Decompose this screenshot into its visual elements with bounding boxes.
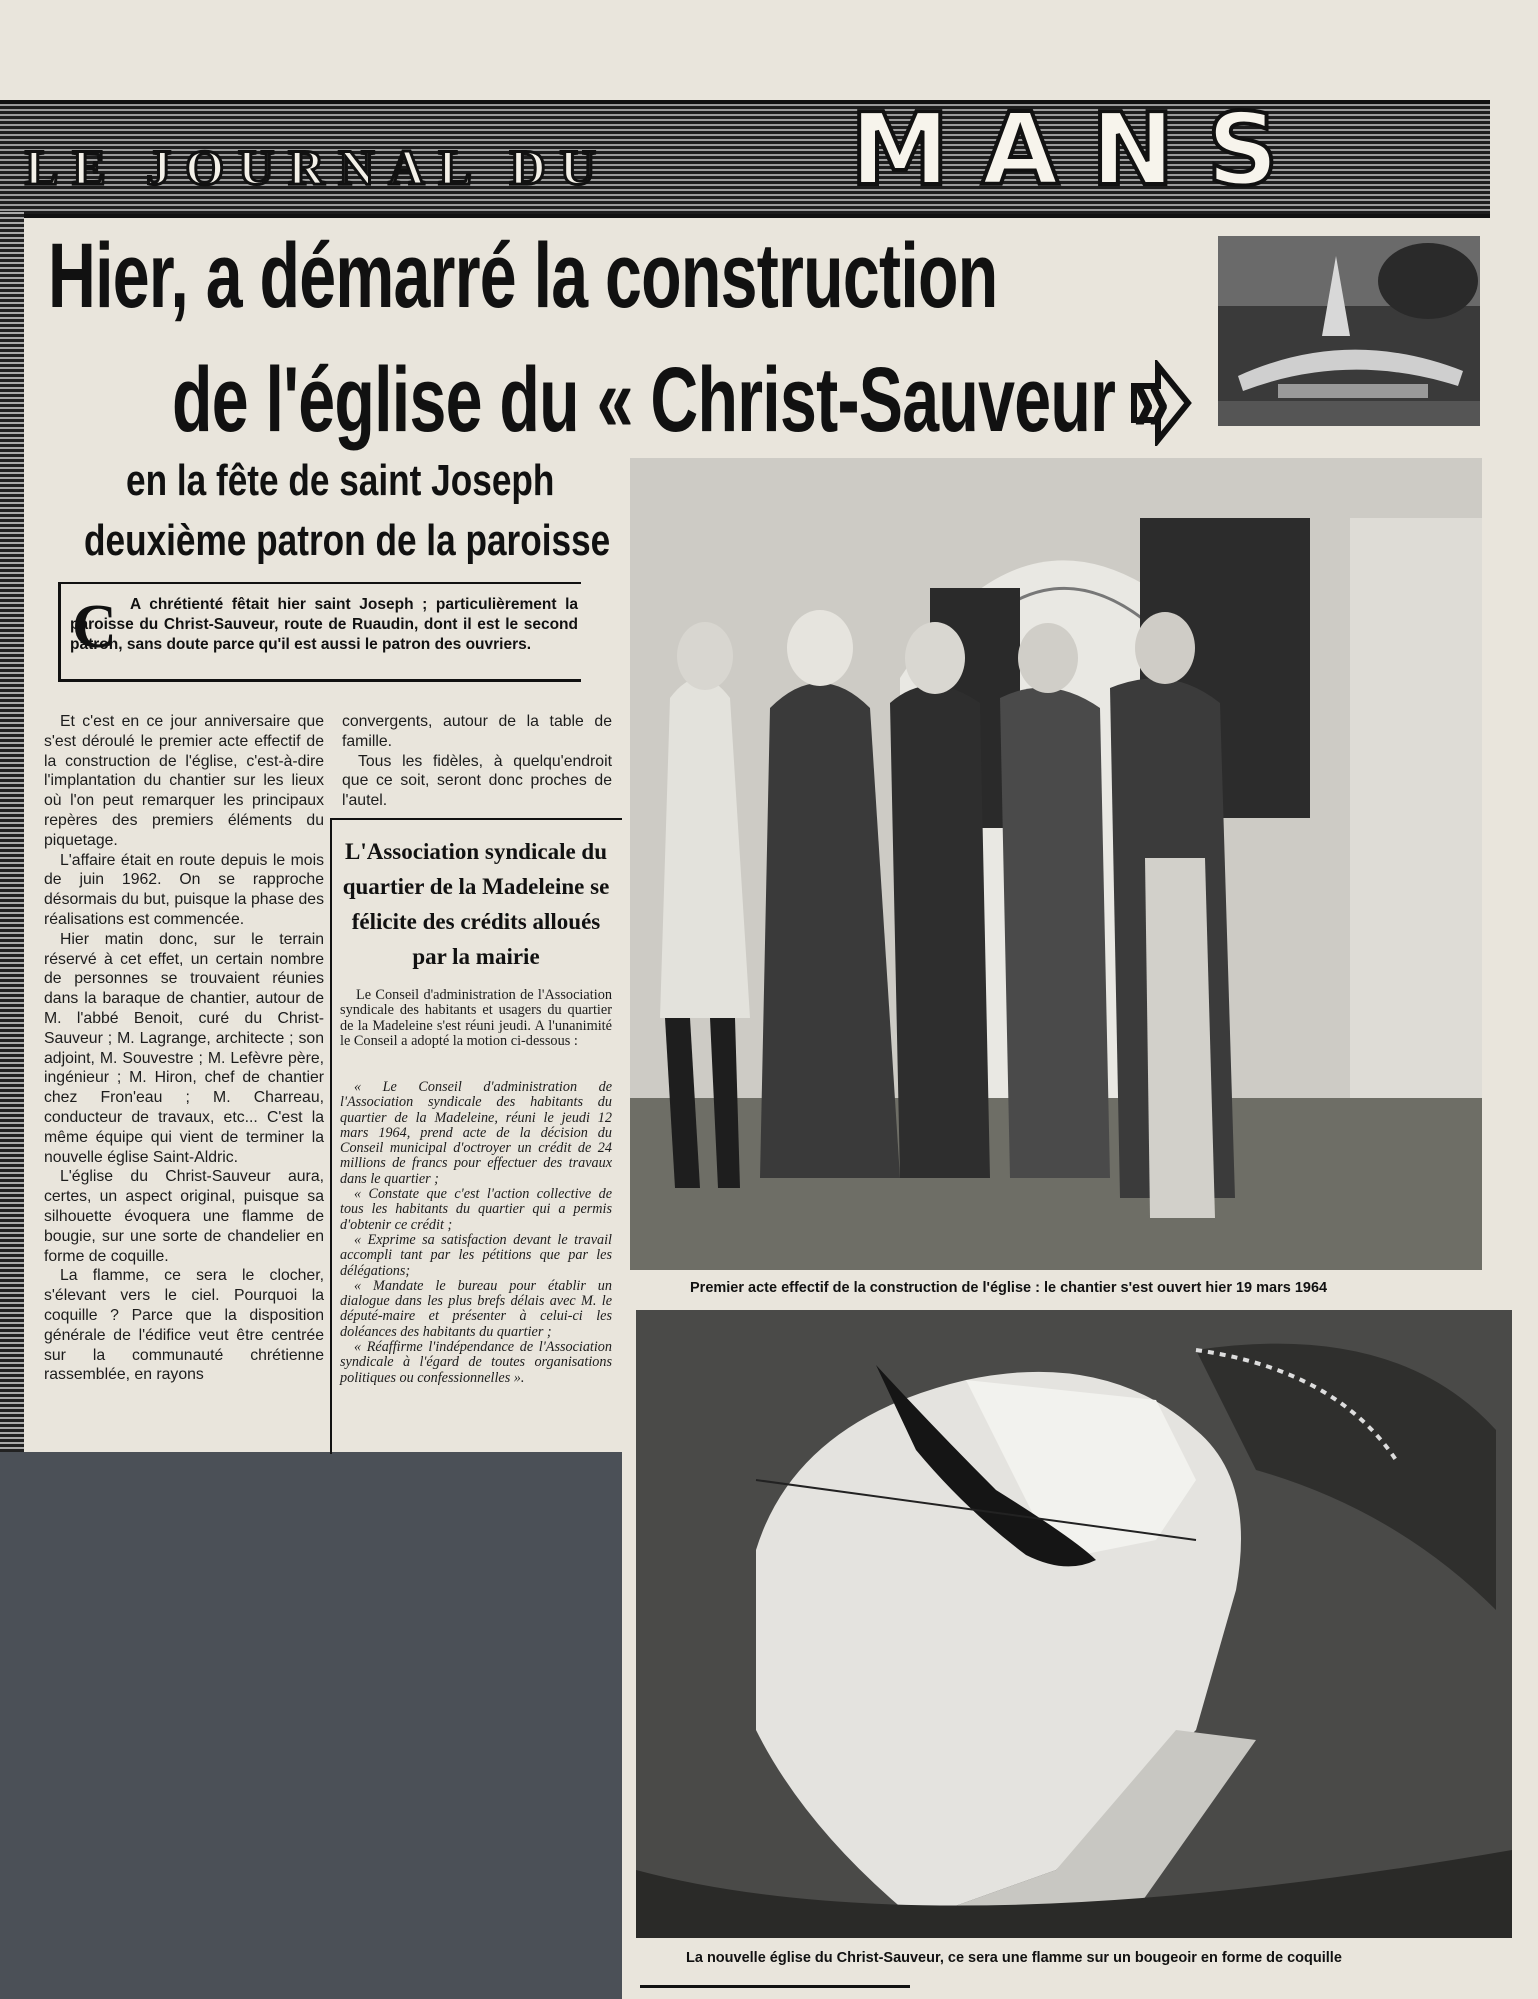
intro-dropcap: C bbox=[72, 593, 117, 661]
subheadline-2: deuxième patron de la paroisse bbox=[84, 516, 611, 565]
church-model-aerial-photo bbox=[636, 1310, 1512, 1938]
arrow-right-icon bbox=[1130, 360, 1192, 446]
article-paragraph: L'affaire était en route depuis le mois de juin 1962. On se rapproche désormais du but, puisque la phase des réalisations est commencée. bbox=[44, 851, 324, 928]
subheadline-1: en la fête de saint Joseph bbox=[126, 456, 555, 505]
photo-caption-1: Premier acte effectif de la construction de l'église : le chantier s'est ouvert hier 19 mars 1964 bbox=[690, 1280, 1328, 1296]
motion-item: « Le Conseil d'administration de l'Association syndicale des habitants du quartier de la Madeleine, réuni le jeudi 12 mars 1964, prend acte de la décision du Conseil municipal d'octroyer un crédit de 24 millions de francs pour effectuer des travaux dans le quartier ; bbox=[340, 1079, 612, 1187]
motion-item: « Mandate le bureau pour établir un dialogue dans les plus brefs délais avec M. le député-maire et présenter à celui-ci les doléances des habitants du quartier ; bbox=[340, 1277, 612, 1340]
masthead-title-big: MANS bbox=[850, 90, 1311, 208]
motion-item: « Constate que c'est l'action collective de tous les habitants du quartier qui a permis d'obtenir ce crédit ; bbox=[340, 1186, 612, 1233]
article-paragraph: convergents, autour de la table de famille. bbox=[342, 713, 612, 750]
intro-text: A chrétienté fêtait hier saint Joseph ; particulièrement la paroisse du Christ-Sauveur, route de Ruaudin, dont il est le second patron, sans doute parce qu'il est aussi le patron des ouvriers. bbox=[70, 596, 578, 653]
article-paragraph: L'église du Christ-Sauveur aura, certes, un aspect original, puisque sa silhouette évoquera une flamme de bougie, sur une sorte de chandelier en forme de coquille. bbox=[44, 1168, 324, 1265]
association-title: L'Association syndicale du quartier de la Madeleine se félicite des crédits alloués par la mairie bbox=[342, 839, 610, 969]
article-paragraph: La flamme, ce sera le clocher, s'élevant vers le ciel. Pourquoi la coquille ? Parce que la disposition générale de l'édifice veut être centrée sur la communauté chrétienne rassemblée, en rayons bbox=[44, 1267, 324, 1384]
left-border-rule bbox=[0, 212, 24, 1452]
photo-caption-2: La nouvelle église du Christ-Sauveur, ce sera une flamme sur un bougeoir en forme de coquille bbox=[686, 1950, 1342, 1966]
article-paragraph: Tous les fidèles, à quelqu'endroit que ce soit, seront donc proches de l'autel. bbox=[342, 752, 612, 810]
association-motion bbox=[340, 1080, 612, 1386]
headline-line-2: de l'église du « Christ-Sauveur » bbox=[172, 349, 1169, 451]
headline-line-1: Hier, a démarré la construction bbox=[48, 225, 998, 327]
association-intro: Le Conseil d'administration de l'Association syndicale des habitants et usagers du quartier de la Madeleine s'est réuni jeudi. A l'unanimité le Conseil a adopté la motion ci-dessous : bbox=[340, 987, 612, 1050]
article-column-2 bbox=[342, 712, 612, 811]
article-paragraph: Et c'est en ce jour anniversaire que s'est déroulé le premier acte effectif de la construction de l'église, c'est-à-dire l'implantation du chantier sur les lieux où l'on peut remarquer les principaux repères des premiers éléments du piquetage. bbox=[44, 713, 324, 849]
group-photo bbox=[630, 458, 1482, 1270]
background-area bbox=[0, 1452, 622, 1999]
divider-rule bbox=[640, 1985, 910, 1988]
article-column-1 bbox=[44, 712, 324, 1385]
article-paragraph: Hier matin donc, sur le terrain réservé à cet effet, un certain nombre de personnes se trouvaient réunies dans la baraque de chantier, autour de M. l'abbé Benoit, curé du Christ-Sauveur ; M. Lagrange, architecte ; son adjoint, M. Souvestre ; M. Lefèvre père, ingénieur ; M. Hiron, chef de chantier chez Fron'eau ; M. Charreau, conducteur de travaux, etc... C'est la même équipe qui vient de terminer la nouvelle église Saint-Aldric. bbox=[44, 930, 324, 1166]
motion-item: « Réaffirme l'indépendance de l'Association syndicale à l'égard de toutes organisations politiques ou confessionnelles ». bbox=[340, 1339, 612, 1386]
masthead-title-small: LE JOURNAL DU bbox=[25, 139, 610, 195]
motion-item: « Exprime sa satisfaction devant le travail accompli tant par les pétitions que par les délégations; bbox=[340, 1231, 612, 1279]
church-model-photo bbox=[1218, 236, 1480, 426]
